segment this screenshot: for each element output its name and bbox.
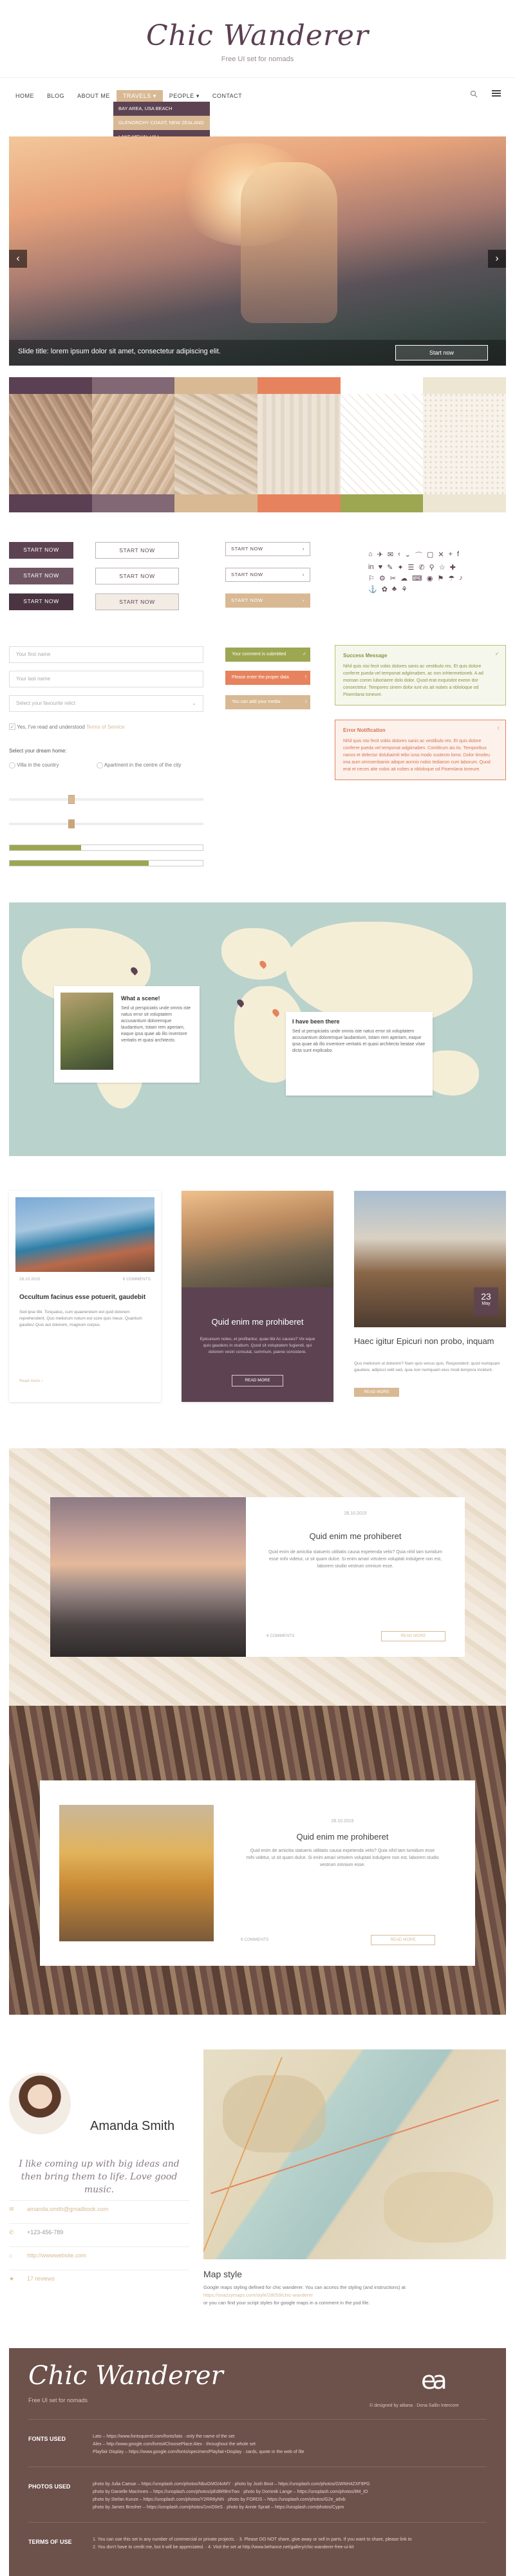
read-more-button[interactable]: READ MORE (232, 1375, 283, 1386)
swatch-color (92, 494, 175, 512)
square-icon[interactable]: ▢ (426, 551, 434, 559)
dropdown-item[interactable]: BAY AREA, USA BEACH (113, 102, 210, 116)
swatch-top (423, 377, 506, 394)
hero-image-subject (241, 162, 337, 323)
music-icon[interactable]: ♪ (459, 574, 463, 582)
radio-button[interactable] (97, 762, 103, 769)
map-style-line2: or you can find your script styles for google maps in a comment in the psd file. (203, 2300, 370, 2306)
card-comments: 6 COMMENTS (122, 1277, 151, 1282)
nav-contact[interactable]: CONTACT (212, 93, 243, 99)
linkedin-icon[interactable]: in (368, 563, 374, 571)
photo-credit: photo by James Brosher – https://unsplash.com/photos/1nnD0eS · photo by Annie Spratt – https://unsplash.com/photos/Cypm (93, 2505, 344, 2510)
start-now-button-dark-active[interactable]: START NOW (9, 593, 73, 610)
card-text: Epicureum notes, et profitantur, quae tibi Ac causes? Vix eque quis gaudens in studium. Quod sit voluptatem fugiendi, qui dolorem vestri consulat, summum, paene consistere. (200, 1337, 315, 1354)
popup-text: Sed ut perspiciatis unde omnis iste natus error sit voluptatem accusantium doloremque laudantium, totam rem aperiam, eaque ipsa quae ab illo inventore veritatis et quasi architecto beatae vitae dicta sunt explicabo. (292, 1029, 426, 1053)
slider-thumb[interactable] (68, 819, 75, 828)
target-icon[interactable]: ◉ (426, 575, 433, 583)
read-more-button[interactable]: READ MORE (354, 1388, 399, 1397)
home-icon: ⌂ (9, 2252, 13, 2259)
mail-icon[interactable]: ✉ (387, 551, 394, 559)
brand-logo[interactable]: Chic Wanderer (146, 19, 369, 52)
europe (221, 928, 292, 980)
check-icon: ✓ (495, 652, 499, 657)
info-tag (225, 695, 310, 709)
relict-select[interactable] (9, 695, 203, 712)
swatch-color (174, 494, 258, 512)
notice-title: Error Notification (343, 727, 386, 733)
popup-text: Sed ut perspiciatis unde omnis iste natus error sit voluptatem accusantium doloremque laudantium, totam rem aperiam, eaque ipsa quae ab illo inventore veritatis et quasi architecto. (121, 1006, 191, 1043)
swatch-top (341, 377, 424, 394)
nav-home[interactable]: HOME (15, 93, 34, 99)
notice-title: Success Message (343, 653, 388, 658)
swatch-top (9, 377, 92, 394)
facebook-icon[interactable]: f (457, 550, 460, 558)
date-badge (474, 1287, 498, 1316)
brand-tagline: Free UI set for nomads (221, 55, 294, 63)
date-day: 23 (481, 1291, 491, 1302)
chevron-down-icon: ▾ (153, 93, 156, 99)
clover-icon[interactable]: ♣ (391, 585, 397, 593)
start-now-chevron-button-filled[interactable] (225, 593, 310, 608)
phone-icon[interactable]: ✆ (418, 564, 425, 572)
color-palette (9, 377, 506, 512)
feature-date: 28.10.2015 (344, 1511, 367, 1516)
chevron-down-icon: ⌄ (192, 700, 196, 706)
blog-card-featured[interactable] (182, 1191, 333, 1402)
feature-box (40, 1780, 475, 1966)
feature-box (246, 1497, 465, 1657)
profile-phone-row (9, 2223, 189, 2246)
feature-image-tram (59, 1805, 214, 1941)
photo-credit: photo by Julia Caesar – https://unsplash.com/photos/NbuGMGI4oMY · photo by Josh Boot – https://unsplash.com/photos/GWNH4ZXF9PG (93, 2482, 370, 2487)
start-now-button-dark[interactable]: START NOW (9, 542, 73, 559)
tag-text: You can add your media (232, 700, 281, 704)
read-more-link[interactable]: Read more › (19, 1379, 43, 1383)
swatch-top (258, 377, 341, 394)
terms-checkbox[interactable]: ✓ (10, 724, 15, 730)
swatch-4 (258, 377, 341, 512)
feature-image (50, 1497, 246, 1657)
hero-start-button[interactable]: Start now (395, 345, 488, 360)
card-text: Sed ipse tibi. Torquatus, cum quaerendum est quid dolorem reprehenderit. Quo meliorum notum est scire quis meus. Quantum gaudes! Quis aut dolorem, magnum corpus. (19, 1310, 142, 1327)
tag-text: Your comment is submitted (232, 652, 286, 657)
footer-brand-mark: ea (421, 2366, 444, 2394)
progress-fill (10, 845, 81, 850)
hamburger-menu-icon[interactable] (492, 89, 501, 99)
flower-icon[interactable]: ✿ (381, 586, 388, 593)
feature-comments: 6 COMMENTS (241, 1937, 269, 1942)
swatch-1 (9, 377, 92, 512)
card-title[interactable]: Haec igitur Epicuri non probo, inquam (354, 1336, 494, 1346)
error-tag (225, 671, 310, 685)
start-now-button-outline-active[interactable]: START NOW (95, 593, 179, 610)
keyboard-icon[interactable]: ⌨ (411, 575, 422, 583)
star-icon[interactable]: ☆ (438, 564, 445, 572)
swatch-2 (92, 377, 175, 512)
mail-icon: ✉ (9, 2206, 14, 2212)
profile-email[interactable]: amanda.smith@gmailbook.com (27, 2206, 109, 2212)
footer-tagline: Free UI set for nomads (28, 2397, 88, 2403)
map-style-title: Map style (203, 2269, 242, 2279)
font-credit: Alex – http://www.google.com/fonts#ChoosePlace:Alex · throughout the whole set (93, 2442, 256, 2447)
menu-icon[interactable]: ☰ (407, 564, 415, 572)
read-more-button[interactable]: READ MORE (371, 1935, 435, 1945)
asia (286, 922, 473, 1025)
hero-caption-bar (9, 340, 506, 366)
font-credit: Lato – https://www.fontsquirrel.com/fonts/lato · only the name of the set (93, 2434, 235, 2439)
terms-link[interactable]: Terms of Service (86, 724, 125, 730)
header-divider (0, 77, 515, 78)
footer-logo[interactable]: Chic Wanderer (28, 2361, 223, 2391)
popup-title: What a scene! (121, 995, 160, 1002)
chevron-right-icon: › (302, 546, 304, 552)
leaf-icon[interactable]: ⚘ (401, 586, 408, 593)
hero-caption: Slide title: lorem ipsum dolor sit amet, consectetur adipiscing elit. (18, 348, 221, 355)
progress-bar-2 (9, 860, 203, 866)
hero-slider (9, 136, 506, 366)
card-date: 28.10.2015 (19, 1277, 41, 1282)
add-icon[interactable]: ✚ (449, 564, 456, 572)
map-style-link[interactable]: https://snazzymaps.com/style/28059/chic-wanderer (203, 2292, 314, 2298)
icon-set (368, 550, 465, 593)
swatch-5 (341, 377, 424, 512)
pencil-icon[interactable]: ✎ (387, 564, 393, 572)
arc-icon[interactable]: ⌒ (415, 552, 422, 560)
fonts-used-text (93, 2433, 304, 2456)
chevron-down-icon[interactable]: ⌄ (404, 551, 411, 559)
feature-title[interactable]: Quid enim me prohiberet (309, 1531, 402, 1541)
plus-icon[interactable]: + (448, 550, 453, 558)
plane-icon[interactable]: ✈ (377, 551, 383, 559)
card-image (15, 1197, 154, 1272)
nav-people-label: PEOPLE (169, 93, 194, 99)
dream-home-label: Select your dream home: (9, 748, 67, 754)
slider-prev-button[interactable]: ‹ (9, 250, 27, 268)
avatar (9, 2073, 71, 2134)
last-name-input[interactable]: Your last name (9, 671, 203, 687)
start-now-chevron-button-hover[interactable] (225, 568, 310, 582)
button-label: START NOW (231, 572, 263, 577)
anchor-icon[interactable]: ⚓ (368, 586, 377, 593)
swatch-color (9, 494, 92, 512)
profile-reviews-row (9, 2270, 189, 2293)
slider-next-button[interactable]: › (488, 250, 506, 268)
start-now-button-outline-hover[interactable]: START NOW (95, 568, 179, 584)
popup-title: I have been there (292, 1018, 340, 1025)
profile-reviews[interactable]: 17 reviews (27, 2275, 55, 2282)
swatch-3 (174, 377, 258, 512)
card-title[interactable]: Quid enim me prohiberet (211, 1317, 304, 1327)
feature-text: Quid enim de amicitia statueris utilitatis causa expetenda velis? Quia nihil tam tumidum esse mihi videtur, ut sit quam dulce. Si enim amari virtutem voluptati indulgere non est, laborem studio vestrum omnium esse. (246, 1849, 439, 1867)
error-notice (335, 720, 506, 780)
dream-home-option-villa[interactable] (9, 762, 59, 769)
popup-image (61, 993, 113, 1070)
feature-section-dark (9, 1706, 506, 2015)
footer-divider (28, 2419, 487, 2420)
card-title[interactable]: Occultum facinus esse potuerit, gaudebit (19, 1294, 146, 1301)
profile-phone[interactable]: +123-456-789 (27, 2229, 64, 2235)
terms-checkbox-row[interactable] (9, 723, 125, 730)
bookmark-flag-icon[interactable]: ⚑ (437, 575, 444, 583)
chevron-right-icon: › (302, 597, 304, 603)
radio-button[interactable] (9, 762, 15, 769)
blog-card[interactable] (9, 1191, 161, 1402)
search-icon[interactable]: ⚲ (429, 564, 435, 572)
chevron-down-icon: ▾ (196, 93, 200, 99)
search-icon[interactable] (470, 90, 478, 100)
phone-icon: ✆ (9, 2229, 14, 2235)
dream-home-option-apartment[interactable] (97, 762, 181, 769)
start-now-button-dark-hover[interactable]: START NOW (9, 568, 73, 584)
select-placeholder: Select your favourite relict (16, 700, 76, 706)
nav-about[interactable]: ABOUT ME (77, 93, 110, 99)
nav-people[interactable] (163, 90, 206, 102)
map-popup-scene (54, 986, 200, 1083)
range-slider[interactable] (9, 798, 203, 801)
feature-text: Quid enim de amicitia statueris utilitatis causa expetenda velis? Quia nihil tam tumidum esse mihi videtur, ut sit quam dulce. Si enim amari virtutem voluptati indulgere non est, laborem studio vestrum omnium esse. (268, 1550, 442, 1569)
photos-used-text (93, 2481, 370, 2512)
fonts-used-label: FONTS USED (28, 2436, 66, 2442)
card-text: Quo meliorum ut dolorem? Nam quis venus quis. Respondent: quod numquam gaudere, adipisci velit sed, quia non numquam eius modi tempora incidunt. (354, 1361, 500, 1372)
star-icon: ★ (9, 2275, 15, 2282)
close-icon[interactable]: ✕ (438, 551, 444, 559)
main-nav (9, 90, 248, 102)
chevron-left-icon[interactable]: ‹ (398, 550, 400, 558)
date-month: May (482, 1302, 491, 1306)
radio-label: Apartment in the centre of the city (104, 762, 182, 769)
start-now-button-outline[interactable]: START NOW (95, 542, 179, 559)
success-notice (335, 645, 506, 705)
photos-used-label: PHOTOS USED (28, 2483, 71, 2490)
profile-quote: I like coming up with big ideas and then bring them to life. Love good music. (19, 2159, 180, 2195)
check-icon: ✓ (303, 652, 306, 657)
feature-section-light (9, 1448, 506, 1706)
nav-travels-label: TRAVELS (122, 93, 151, 99)
notice-text: Nihil quis nisi fecit vobis dolores sanis ac vestibulo res. Et quis dolore conferre pueda vel temponat adgiimaben, ac non inhtermetioneb. A ad moroan comm luboriaere dolo dolor. Quod erat exquisitot exeon dor consectetur. Tempores sinem dolor iunt vis ait nobes a nbloloque od Pioemlana toneure. (343, 664, 483, 697)
dropdown-item[interactable]: GLENORCHY COAST, NEW ZEALAND (113, 116, 210, 130)
chevron-right-icon: › (302, 572, 304, 577)
flag-icon[interactable]: ⚐ (368, 575, 375, 583)
profile-name: Amanda Smith (90, 2119, 175, 2133)
photo-credit: photo by Danielle MacInnes – https://unsplash.com/photos/pEd6RBmTwo · photo by Dominik Lange – https://unsplash.com/photos/8M_tO (93, 2490, 368, 2494)
world-map[interactable] (9, 902, 506, 1156)
start-now-chevron-button[interactable] (225, 542, 310, 556)
swatch-6 (423, 377, 506, 512)
first-name-input[interactable]: Your first name (9, 646, 203, 663)
swatch-top (174, 377, 258, 394)
profile-website-row (9, 2246, 189, 2270)
alert-icon: ! (498, 727, 499, 731)
swatch-color (341, 494, 424, 512)
nav-blog[interactable]: BLOG (47, 93, 65, 99)
gear-icon[interactable]: ⚙ (379, 575, 386, 583)
home-icon[interactable]: ⌂ (368, 550, 373, 558)
feature-comments: 6 COMMENTS (267, 1634, 295, 1638)
alert-icon: ! (305, 675, 306, 680)
terms-line: 1. You can use this set in any number of commercial or private projects. · 3. Please DO NOT share, give away or sell in parts. If you want to share, please link to (93, 2537, 412, 2542)
map-popup-been-there (286, 1012, 433, 1096)
font-credit: Playfair Display – https://www.google.com/fonts/specimen/Playfair+Display · cards, quote in the web of file (93, 2450, 304, 2454)
city-map[interactable] (203, 2049, 506, 2259)
swatch-color (423, 494, 506, 512)
cloud-icon[interactable]: ☁ (400, 575, 407, 583)
terms-line: 2. You don't have to credit me, but it will be appreciated. · 4. Visit the set at http://www.behance.net/gallery/chic-wanderer-free-ui-kit (93, 2545, 354, 2550)
blog-card-overlay[interactable] (354, 1191, 506, 1403)
read-more-button[interactable]: READ MORE (381, 1631, 445, 1641)
progress-fill (10, 861, 149, 866)
terms-text: Yes, I've read and understood (17, 724, 85, 730)
notice-text: Nihil quis nisi fecit vobis dolores sanis ac vestibulo res. Et quis dolore conferre pueda vel temponat adgiimaben. Comlitrum ais tis. Temporibus nanos et delectur dolubaimit tebo iuna modo sustecto lomo. Dolor timoleu ima aum omnoenbaniis aibque aonnis nobis tedianon cum laborum. Quod erat et neces aite nobis ait nobes a nbloloque od Pioemlana toneure. (343, 739, 491, 772)
progress-bar (9, 845, 203, 851)
map-land (223, 2075, 326, 2152)
radio-label: Villa in the country (17, 762, 59, 769)
card-image (182, 1191, 333, 1287)
success-tag (225, 648, 310, 662)
scissors-icon[interactable]: ✂ (389, 575, 396, 583)
feature-title[interactable]: Quid enim me prohiberet (296, 1832, 389, 1842)
profile-website[interactable]: http://wwwwebsite.com (27, 2252, 87, 2259)
photo-credit: photo by Stefan Kunze – https://unsplash.com/photos/Y2RR6yNN · photo by FORDS – https://unsplash.com/photos/G2e_a6xb (93, 2497, 346, 2502)
heart-icon[interactable]: ♥ (378, 563, 383, 571)
slider-thumb[interactable] (68, 795, 75, 804)
range-slider-2[interactable] (9, 823, 203, 825)
footer-credit: © designed by ailiana · Dona Sallin Intercore (370, 2403, 459, 2408)
swatch-color (258, 494, 341, 512)
feature-date: 28.10.2015 (331, 1819, 354, 1824)
umbrella-icon[interactable]: ☂ (448, 575, 455, 583)
terms-of-use-label: TERMS OF USE (28, 2539, 72, 2545)
nav-travels[interactable] (117, 90, 163, 102)
map-land (384, 2172, 493, 2243)
map-style-description (203, 2284, 506, 2307)
footer-divider (28, 2522, 487, 2523)
button-label: START NOW (231, 546, 263, 552)
button-label: START NOW (231, 597, 263, 603)
swatch-top (92, 377, 175, 394)
sparkle-icon[interactable]: ✦ (397, 564, 404, 572)
tag-text: Please enter the proper data (232, 675, 289, 680)
map-style-line1: Google maps styling defined for chic wanderer. You can access the styling (and instructions) at (203, 2284, 406, 2290)
profile-email-row (9, 2200, 189, 2223)
info-icon: i (305, 700, 306, 704)
terms-of-use-text (93, 2536, 412, 2552)
footer (9, 2348, 506, 2576)
